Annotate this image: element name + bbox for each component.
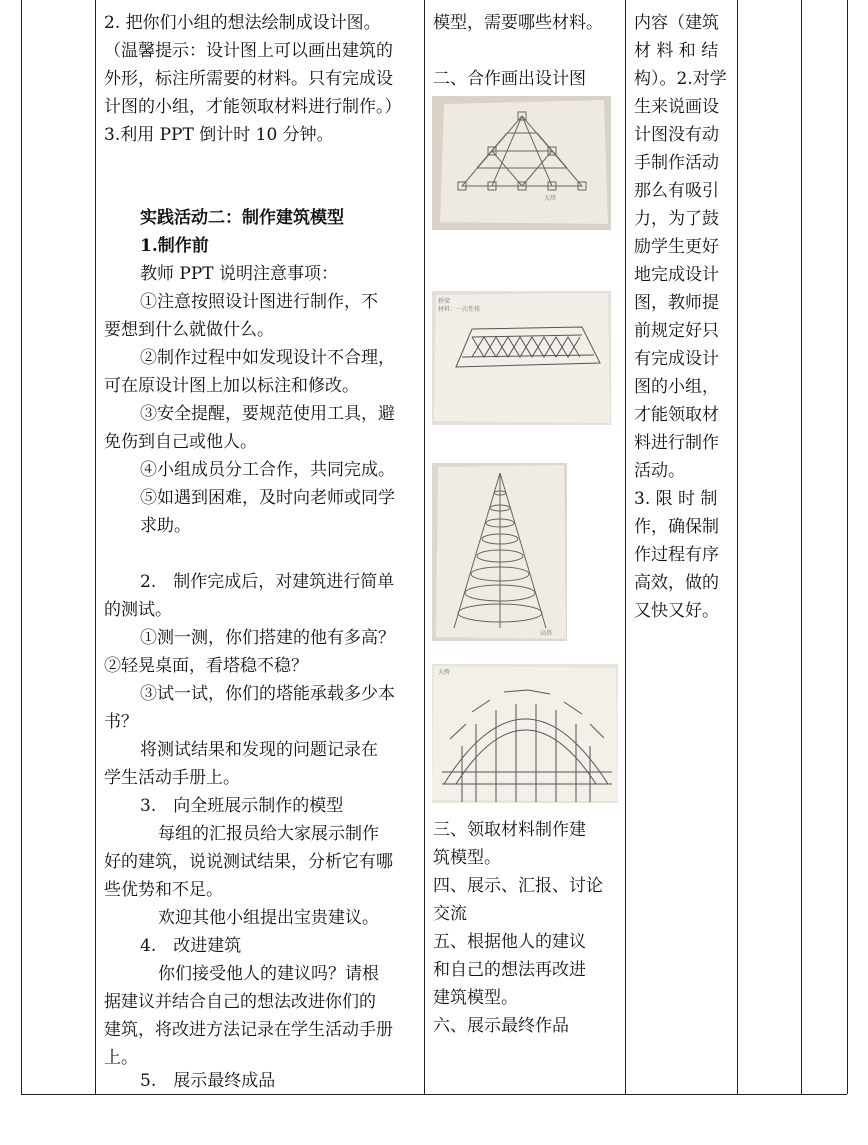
step-line: 书？ bbox=[104, 712, 138, 732]
step-title: 5. 展示最终成品 bbox=[140, 1071, 276, 1091]
step-line: 些优势和不足。 bbox=[104, 880, 223, 900]
step-line: 欢迎其他小组提出宝贵建议。 bbox=[158, 908, 379, 928]
note-line: 可在原设计图上加以标注和修改。 bbox=[104, 376, 359, 396]
step-line: 每组的汇报员给大家展示制作 bbox=[158, 824, 379, 844]
step-line: 2. 制作完成后，对建筑进行简单 bbox=[140, 572, 395, 592]
text-line: 作过程有序 bbox=[634, 545, 719, 565]
text-line: 2. 把你们小组的想法绘制成设计图。 bbox=[104, 13, 381, 33]
text-line: 筑模型。 bbox=[433, 848, 501, 868]
empty-cell bbox=[802, 0, 847, 1094]
text-line: 计图的小组，才能领取材料进行制作。） bbox=[104, 97, 402, 117]
note-line: 要想到什么就做什么。 bbox=[104, 320, 274, 340]
text-line: 外形，标注所需要的材料。只有完成设 bbox=[104, 69, 393, 89]
text-line: 手制作活动 bbox=[634, 153, 719, 173]
section-heading: 二、合作画出设计图 bbox=[433, 69, 586, 89]
text-line: 三、领取材料制作建 bbox=[433, 820, 586, 840]
photo-caption: 材料：一次性筷 bbox=[438, 306, 481, 313]
text-line: 交流 bbox=[433, 904, 467, 924]
text-line: 高效，做的 bbox=[634, 573, 719, 593]
text-line: 生来说画设 bbox=[634, 97, 719, 117]
step-line: 的测试。 bbox=[104, 600, 172, 620]
step-intro: 教师 PPT 说明注意事项： bbox=[140, 264, 339, 284]
text-line: 内容（建筑 bbox=[634, 13, 719, 33]
text-line: 和自己的想法再改进 bbox=[433, 960, 586, 980]
text-line: 材 料 和 结 bbox=[634, 41, 719, 61]
step-line: 将测试结果和发现的问题记录在 bbox=[140, 740, 378, 760]
design-sketch-photo bbox=[432, 291, 611, 425]
step-line: ③试一试，你们的塔能承载多少本 bbox=[140, 684, 395, 704]
note-line: 免伤到自己或他人。 bbox=[104, 432, 257, 452]
note-line: ②制作过程中如发现设计不合理， bbox=[140, 348, 395, 368]
step-title: 4. 改进建筑 bbox=[140, 936, 242, 956]
photo-caption: 桥梁 bbox=[438, 298, 451, 305]
text-line: 活动。 bbox=[634, 461, 685, 481]
text-line: 才能领取材 bbox=[634, 405, 719, 425]
text-line: 前规定好只 bbox=[634, 321, 719, 341]
text-line: 四、展示、汇报、讨论 bbox=[433, 876, 603, 896]
text-line: 3. 限 时 制 bbox=[634, 489, 718, 509]
text-line: 五、根据他人的建议 bbox=[433, 932, 586, 952]
note-line: ④小组成员分工合作，共同完成。 bbox=[140, 460, 395, 480]
note-line: ⑤如遇到困难，及时向老师或同学 bbox=[140, 488, 395, 508]
text-line: 励学生更好 bbox=[634, 237, 719, 257]
note-line: 求助。 bbox=[140, 516, 191, 536]
step-line: 建筑，将改进方法记录在学生活动手册 bbox=[104, 1020, 393, 1040]
text-line: 3.利用 PPT 倒计时 10 分钟。 bbox=[104, 125, 334, 145]
table-border-right bbox=[847, 0, 848, 1094]
activity-title: 实践活动二：制作建筑模型 bbox=[140, 208, 344, 228]
text-line: 力，为了鼓 bbox=[634, 209, 719, 229]
text-line: 又快又好。 bbox=[634, 601, 719, 621]
design-sketch-photo bbox=[432, 664, 618, 803]
text-line: 建筑模型。 bbox=[433, 988, 518, 1008]
text-line: 有完成设计 bbox=[634, 349, 719, 369]
text-line: 图，教师提 bbox=[634, 293, 719, 313]
empty-cell bbox=[738, 0, 801, 1094]
design-sketch-photo bbox=[432, 463, 567, 641]
step-line: ①测一测，你们搭建的他有多高？ bbox=[140, 628, 395, 648]
step-title: 3. 向全班展示制作的模型 bbox=[140, 796, 344, 816]
text-line: 六、展示最终作品 bbox=[433, 1016, 569, 1036]
photo-caption: 大塔 bbox=[544, 195, 557, 202]
table-divider-3 bbox=[625, 0, 626, 1094]
text-line: 图的小组， bbox=[634, 377, 719, 397]
text-line: 作，确保制 bbox=[634, 517, 719, 537]
photo-caption: 大桥 bbox=[438, 669, 451, 676]
step-line: 你们接受他人的建议吗？请根 bbox=[158, 964, 379, 984]
text-line: 构）。2.对学 bbox=[634, 69, 727, 89]
step-title: 1.制作前 bbox=[140, 236, 209, 256]
design-sketch-photo bbox=[432, 96, 611, 230]
step-line: 好的建筑，说说测试结果，分析它有哪 bbox=[104, 852, 393, 872]
step-line: 学生活动手册上。 bbox=[104, 768, 240, 788]
table-border-left bbox=[21, 0, 22, 1094]
text-line: 那么有吸引 bbox=[634, 181, 719, 201]
step-line: 上。 bbox=[104, 1048, 138, 1068]
text-line: 地完成设计 bbox=[634, 265, 719, 285]
step-line: ②轻晃桌面，看塔稳不稳？ bbox=[104, 656, 308, 676]
text-line: （温馨提示：设计图上可以画出建筑的 bbox=[104, 41, 393, 61]
note-line: ①注意按照设计图进行制作，不 bbox=[140, 292, 378, 312]
text-line: 计图没有动 bbox=[634, 125, 719, 145]
table-divider-2 bbox=[424, 0, 425, 1094]
text-line: 模型，需要哪些材料。 bbox=[433, 13, 603, 33]
photo-caption: 高塔 bbox=[540, 630, 553, 637]
note-line: ③安全提醒，要规范使用工具，避 bbox=[140, 404, 395, 424]
text-line: 料进行制作 bbox=[634, 433, 719, 453]
step-line: 据建议并结合自己的想法改进你们的 bbox=[104, 992, 376, 1012]
table-divider-1 bbox=[95, 0, 96, 1094]
